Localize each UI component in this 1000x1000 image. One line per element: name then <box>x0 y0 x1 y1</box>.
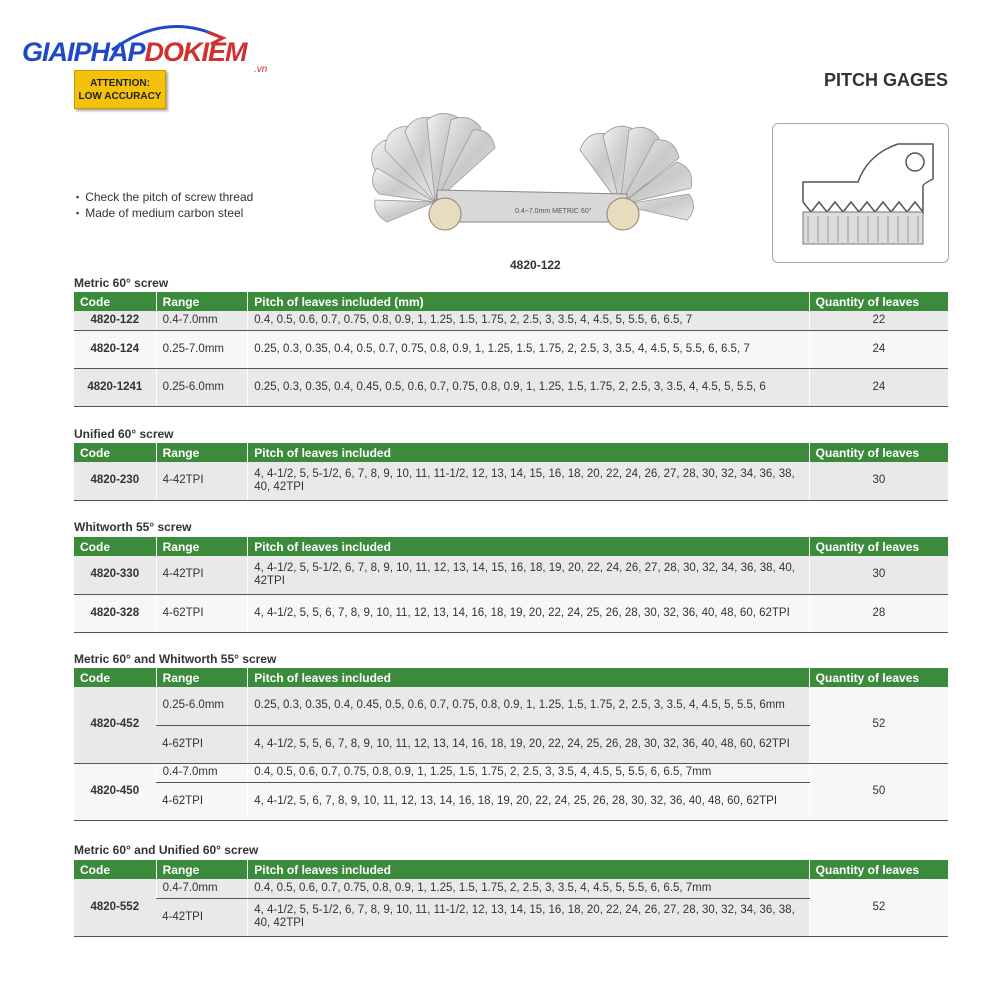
header-code: Code <box>74 537 156 556</box>
header-range: Range <box>156 443 248 462</box>
header-code: Code <box>74 443 156 462</box>
code-cell: 4820-450 <box>74 763 156 820</box>
range-cell: 0.4-7.0mm <box>156 879 248 898</box>
header-range: Range <box>156 292 248 311</box>
logo-blue-text: GIAIPHAP <box>22 37 145 67</box>
range-cell: 4-42TPI <box>156 898 248 936</box>
table-header-row <box>74 537 948 556</box>
pitch-cell: 0.4, 0.5, 0.6, 0.7, 0.75, 0.8, 0.9, 1, 1.25, 1.5, 1.75, 2, 2.5, 3, 3.5, 4, 4.5, 5, 5.5, 6, 6.5, 7mm <box>248 763 809 782</box>
table-row <box>74 763 948 782</box>
header-pitch: Pitch of leaves included (mm) <box>248 292 809 311</box>
page-title: PITCH GAGES <box>823 70 948 90</box>
qty-cell: 52 <box>809 687 948 763</box>
table-row <box>74 556 948 594</box>
pitch-cell: 4, 4-1/2, 5, 5-1/2, 6, 7, 8, 9, 10, 11, 11-1/2, 12, 13, 14, 15, 16, 18, 20, 22, 24, 26, 27, 28, 30, 32, 34, 36, 38, 40, 42TPI <box>248 898 809 936</box>
range-cell: 0.25-7.0mm <box>156 330 248 368</box>
code-cell: 4820-552 <box>74 879 156 936</box>
header-range: Range <box>156 860 248 879</box>
header-qty: Quantity of leaves <box>809 292 948 311</box>
attention-line-1: ATTENTION: <box>90 77 150 89</box>
table-row <box>74 594 948 632</box>
qty-cell: 22 <box>809 311 948 330</box>
table-header-row <box>74 668 948 687</box>
table-unified <box>74 443 948 501</box>
feature-item: ▪ Check the pitch of screw thread <box>76 190 253 204</box>
pitch-cell: 0.25, 0.3, 0.35, 0.4, 0.45, 0.5, 0.6, 0.7, 0.75, 0.8, 0.9, 1, 1.25, 1.5, 1.75, 2, 2.5, 3, 3.5, 4, 4.5, 5, 5.5, 6 <box>248 368 809 406</box>
header-range: Range <box>156 668 248 687</box>
qty-cell: 24 <box>809 330 948 368</box>
range-cell: 0.25-6.0mm <box>156 368 248 406</box>
range-cell: 0.25-6.0mm <box>156 687 248 725</box>
range-cell: 0.4-7.0mm <box>156 763 248 782</box>
code-cell: 4820-1241 <box>74 368 156 406</box>
table-header-row <box>74 292 948 311</box>
product-photo <box>365 110 725 250</box>
pitch-cell: 0.25, 0.3, 0.35, 0.4, 0.5, 0.7, 0.75, 0.8, 0.9, 1, 1.25, 1.5, 1.75, 2, 2.5, 3, 3.5, 4, 4.5, 5, 5.5, 6, 6.5, 7 <box>248 330 809 368</box>
pitch-cell: 4, 4-1/2, 5, 6, 7, 8, 9, 10, 11, 12, 13, 14, 16, 18, 19, 20, 22, 24, 25, 26, 28, 30, 32, 36, 40, 48, 60, 62TPI <box>248 782 809 820</box>
table-whitworth <box>74 537 948 633</box>
section-title-metric-unified: Metric 60° and Unified 60° screw <box>74 843 259 857</box>
header-code: Code <box>74 292 156 311</box>
code-cell: 4820-328 <box>74 594 156 632</box>
header-qty: Quantity of leaves <box>809 668 948 687</box>
logo-suffix: .vn <box>254 64 268 75</box>
table-row <box>74 879 948 898</box>
photo-caption: 4820-122 <box>510 258 561 272</box>
attention-line-2: LOW ACCURACY <box>78 90 162 102</box>
table-metric-whitworth <box>74 668 948 821</box>
header-range: Range <box>156 537 248 556</box>
gauge-body <box>437 190 627 222</box>
table-row <box>74 311 948 330</box>
pitch-cell: 4, 4-1/2, 5, 5, 6, 7, 8, 9, 10, 11, 12, 13, 14, 16, 18, 19, 20, 22, 24, 25, 26, 28, 30, 32, 36, 40, 48, 60, 62TPI <box>248 594 809 632</box>
table-metric-unified <box>74 860 948 937</box>
code-cell: 4820-124 <box>74 330 156 368</box>
qty-cell: 30 <box>809 462 948 500</box>
table-header-row <box>74 443 948 462</box>
header-pitch: Pitch of leaves included <box>248 668 809 687</box>
table-metric <box>74 292 948 407</box>
header-pitch: Pitch of leaves included <box>248 860 809 879</box>
svg-text:0.4~7.0mm METRIC 60°: 0.4~7.0mm METRIC 60° <box>515 208 592 215</box>
range-cell: 4-42TPI <box>156 462 248 500</box>
qty-cell: 24 <box>809 368 948 406</box>
section-title-metric: Metric 60° screw <box>74 276 169 290</box>
code-cell: 4820-230 <box>74 462 156 500</box>
section-title-metric-whitworth: Metric 60° and Whitworth 55° screw <box>74 652 277 666</box>
left-knob <box>429 198 461 230</box>
attention-badge <box>74 70 166 109</box>
header-qty: Quantity of leaves <box>809 860 948 879</box>
qty-cell: 52 <box>809 879 948 936</box>
section-title-whitworth: Whitworth 55° screw <box>74 520 192 534</box>
table-row <box>74 462 948 500</box>
logo-red-text: DOKIEM <box>144 37 247 67</box>
header-code: Code <box>74 668 156 687</box>
table-header-row <box>74 860 948 879</box>
table-row <box>74 368 948 406</box>
qty-cell: 28 <box>809 594 948 632</box>
range-cell: 4-62TPI <box>156 782 248 820</box>
header-pitch: Pitch of leaves included <box>248 537 809 556</box>
header-pitch: Pitch of leaves included <box>248 443 809 462</box>
logo-text <box>22 37 247 68</box>
code-cell: 4820-330 <box>74 556 156 594</box>
pitch-cell: 0.25, 0.3, 0.35, 0.4, 0.45, 0.5, 0.6, 0.7, 0.75, 0.8, 0.9, 1, 1.25, 1.5, 1.75, 2, 2.5, 3, 3.5, 4, 4.5, 5, 5.5, 6mm <box>248 687 809 725</box>
range-cell: 4-42TPI <box>156 556 248 594</box>
header-code: Code <box>74 860 156 879</box>
code-cell: 4820-452 <box>74 687 156 763</box>
feature-item: ▪ Made of medium carbon steel <box>76 206 253 220</box>
feature-list <box>76 190 253 222</box>
code-cell: 4820-122 <box>74 311 156 330</box>
pitch-cell: 0.4, 0.5, 0.6, 0.7, 0.75, 0.8, 0.9, 1, 1.25, 1.5, 1.75, 2, 2.5, 3, 3.5, 4, 4.5, 5, 5.5, 6, 6.5, 7mm <box>248 879 809 898</box>
qty-cell: 30 <box>809 556 948 594</box>
range-cell: 4-62TPI <box>156 594 248 632</box>
thread-gauge-drawing <box>772 123 949 263</box>
header-qty: Quantity of leaves <box>809 537 948 556</box>
header-qty: Quantity of leaves <box>809 443 948 462</box>
pitch-cell: 4, 4-1/2, 5, 5-1/2, 6, 7, 8, 9, 10, 11, 11-1/2, 12, 13, 14, 15, 16, 18, 20, 22, 24, 26, 27, 28, 30, 32, 34, 36, 38, 40, 42TPI <box>248 462 809 500</box>
table-row <box>74 687 948 725</box>
pitch-cell: 4, 4-1/2, 5, 5, 6, 7, 8, 9, 10, 11, 12, 13, 14, 16, 18, 19, 20, 22, 24, 25, 26, 28, 30, 32, 36, 40, 48, 60, 62TPI <box>248 725 809 763</box>
section-title-unified: Unified 60° screw <box>74 427 174 441</box>
right-knob <box>607 198 639 230</box>
pitch-cell: 0.4, 0.5, 0.6, 0.7, 0.75, 0.8, 0.9, 1, 1.25, 1.5, 1.75, 2, 2.5, 3, 3.5, 4, 4.5, 5, 5.5, 6, 6.5, 7 <box>248 311 809 330</box>
range-cell: 4-62TPI <box>156 725 248 763</box>
qty-cell: 50 <box>809 763 948 820</box>
range-cell: 0.4-7.0mm <box>156 311 248 330</box>
pitch-cell: 4, 4-1/2, 5, 5-1/2, 6, 7, 8, 9, 10, 11, 12, 13, 14, 15, 16, 18, 19, 20, 22, 24, 26, 27, 28, 30, 32, 34, 36, 38, 40, 42TPI <box>248 556 809 594</box>
table-row <box>74 330 948 368</box>
